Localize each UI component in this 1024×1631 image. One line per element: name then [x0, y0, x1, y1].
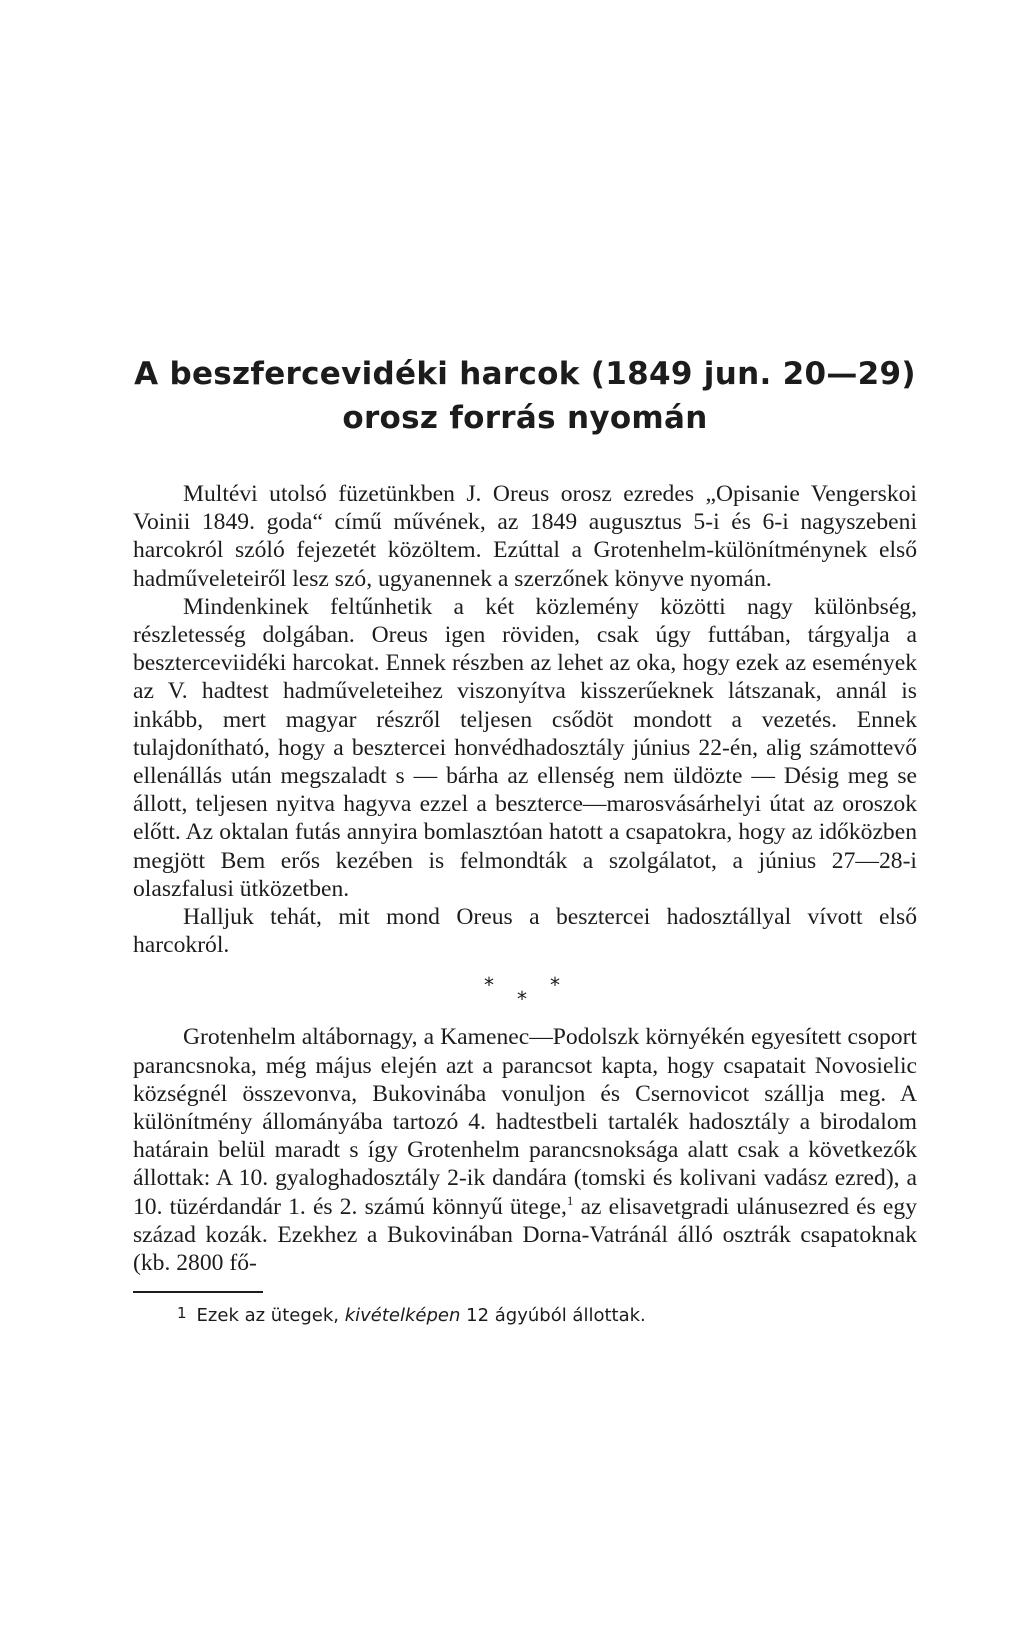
article-title-line-1: A beszfercevidéki harcok (1849 jun. 20—29): [134, 356, 916, 392]
separator-star: *: [550, 973, 560, 998]
paragraph-3: Halljuk tehát, mit mond Oreus a besztercei hadosztállyal vívott első harcokról.: [133, 904, 917, 959]
paragraph-4-text: Grotenhelm altábornagy, a Kamenec—Podolszk környékén egyesített csoport parancsnoka, még május elején azt a parancsot kapta, hogy csapatait Novosielic községnél összevonva, Bukovinába vonuljon és Csernovicot szállja meg. A különítmény állományába tartozó 4. hadtestbeli tartalék hadosztály a birodalom határain belül maradt s így Grotenhelm parancsnoksága alatt csak a következők állottak: A 10. gyaloghadosztály 2-ik dandára (tomski és kolivani vadász ezred), a 10. tüzérdandár 1. és 2. számú könnyű ütege,: [133, 1024, 917, 1220]
section-separator: [133, 959, 917, 1011]
footnote-text-end: 12 ágyúból állottak.: [460, 1305, 646, 1327]
separator-star: *: [517, 987, 527, 1012]
paragraph-4: [133, 1023, 917, 1277]
article-body: [133, 480, 917, 1277]
article-title: [133, 352, 917, 440]
separator-star: *: [484, 973, 494, 998]
footnote-rule: [133, 1291, 263, 1293]
document-page: [133, 352, 917, 1328]
paragraph-4-text-continued: az elisavetgradi ulánusezred és egy század kozák. Ezekhez a Bukovinában Dorna-Vatránál álló osztrák csapatoknak (kb. 2800 fő-: [133, 1193, 917, 1277]
footnote-reference: 1: [566, 1192, 574, 1208]
footnote-italic-text: kivételképen: [344, 1305, 461, 1327]
footnote-text: Ezek az ütegek,: [196, 1305, 345, 1327]
paragraph-2: Mindenkinek feltűnhetik a két közlemény közötti nagy különbség, részletesség dolgában. Oreus igen röviden, csak úgy futtában, tárgyalja a beszterceviidéki harcokat. Ennek részben az lehet az oka, hogy ezek az események az V. hadtest hadműveleteihez viszonyítva kisszerűeknek látszanak, annál is inkább, mert magyar részről teljesen csődöt mondott a vezetés. Ennek tulajdonítható, hogy a besztercei honvédhadosztály június 22-én, alig számottevő ellenállás után megszaladt s — bárha az ellenség nem üldözte — Désig meg se állott, teljesen nyitva hagyva ezzel a beszterce—marosvásárhelyi útat az oroszok előtt. Az oktalan futás annyira bomlasztóan hatott a csapatokra, hogy az időközben megjött Bem erős kezében is felmondták a szolgálatot, a június 27—28-i olaszfalusi ütközetben.: [133, 593, 917, 902]
footnote: [133, 1301, 917, 1328]
article-title-line-2: orosz forrás nyomán: [342, 400, 708, 436]
footnote-mark: 1: [177, 1304, 187, 1323]
paragraph-1: Multévi utolsó füzetünkben J. Oreus orosz ezredes „Opisanie Vengerskoi Voinii 1849. goda“ című művének, az 1849 augusztus 5-i és 6-i nagyszebeni harcokról szóló fejezetét közöltem. Ezúttal a Grotenhelm-különítménynek első hadműveleteiről lesz szó, ugyanennek a szerzőnek könyve nyomán.: [133, 481, 917, 592]
